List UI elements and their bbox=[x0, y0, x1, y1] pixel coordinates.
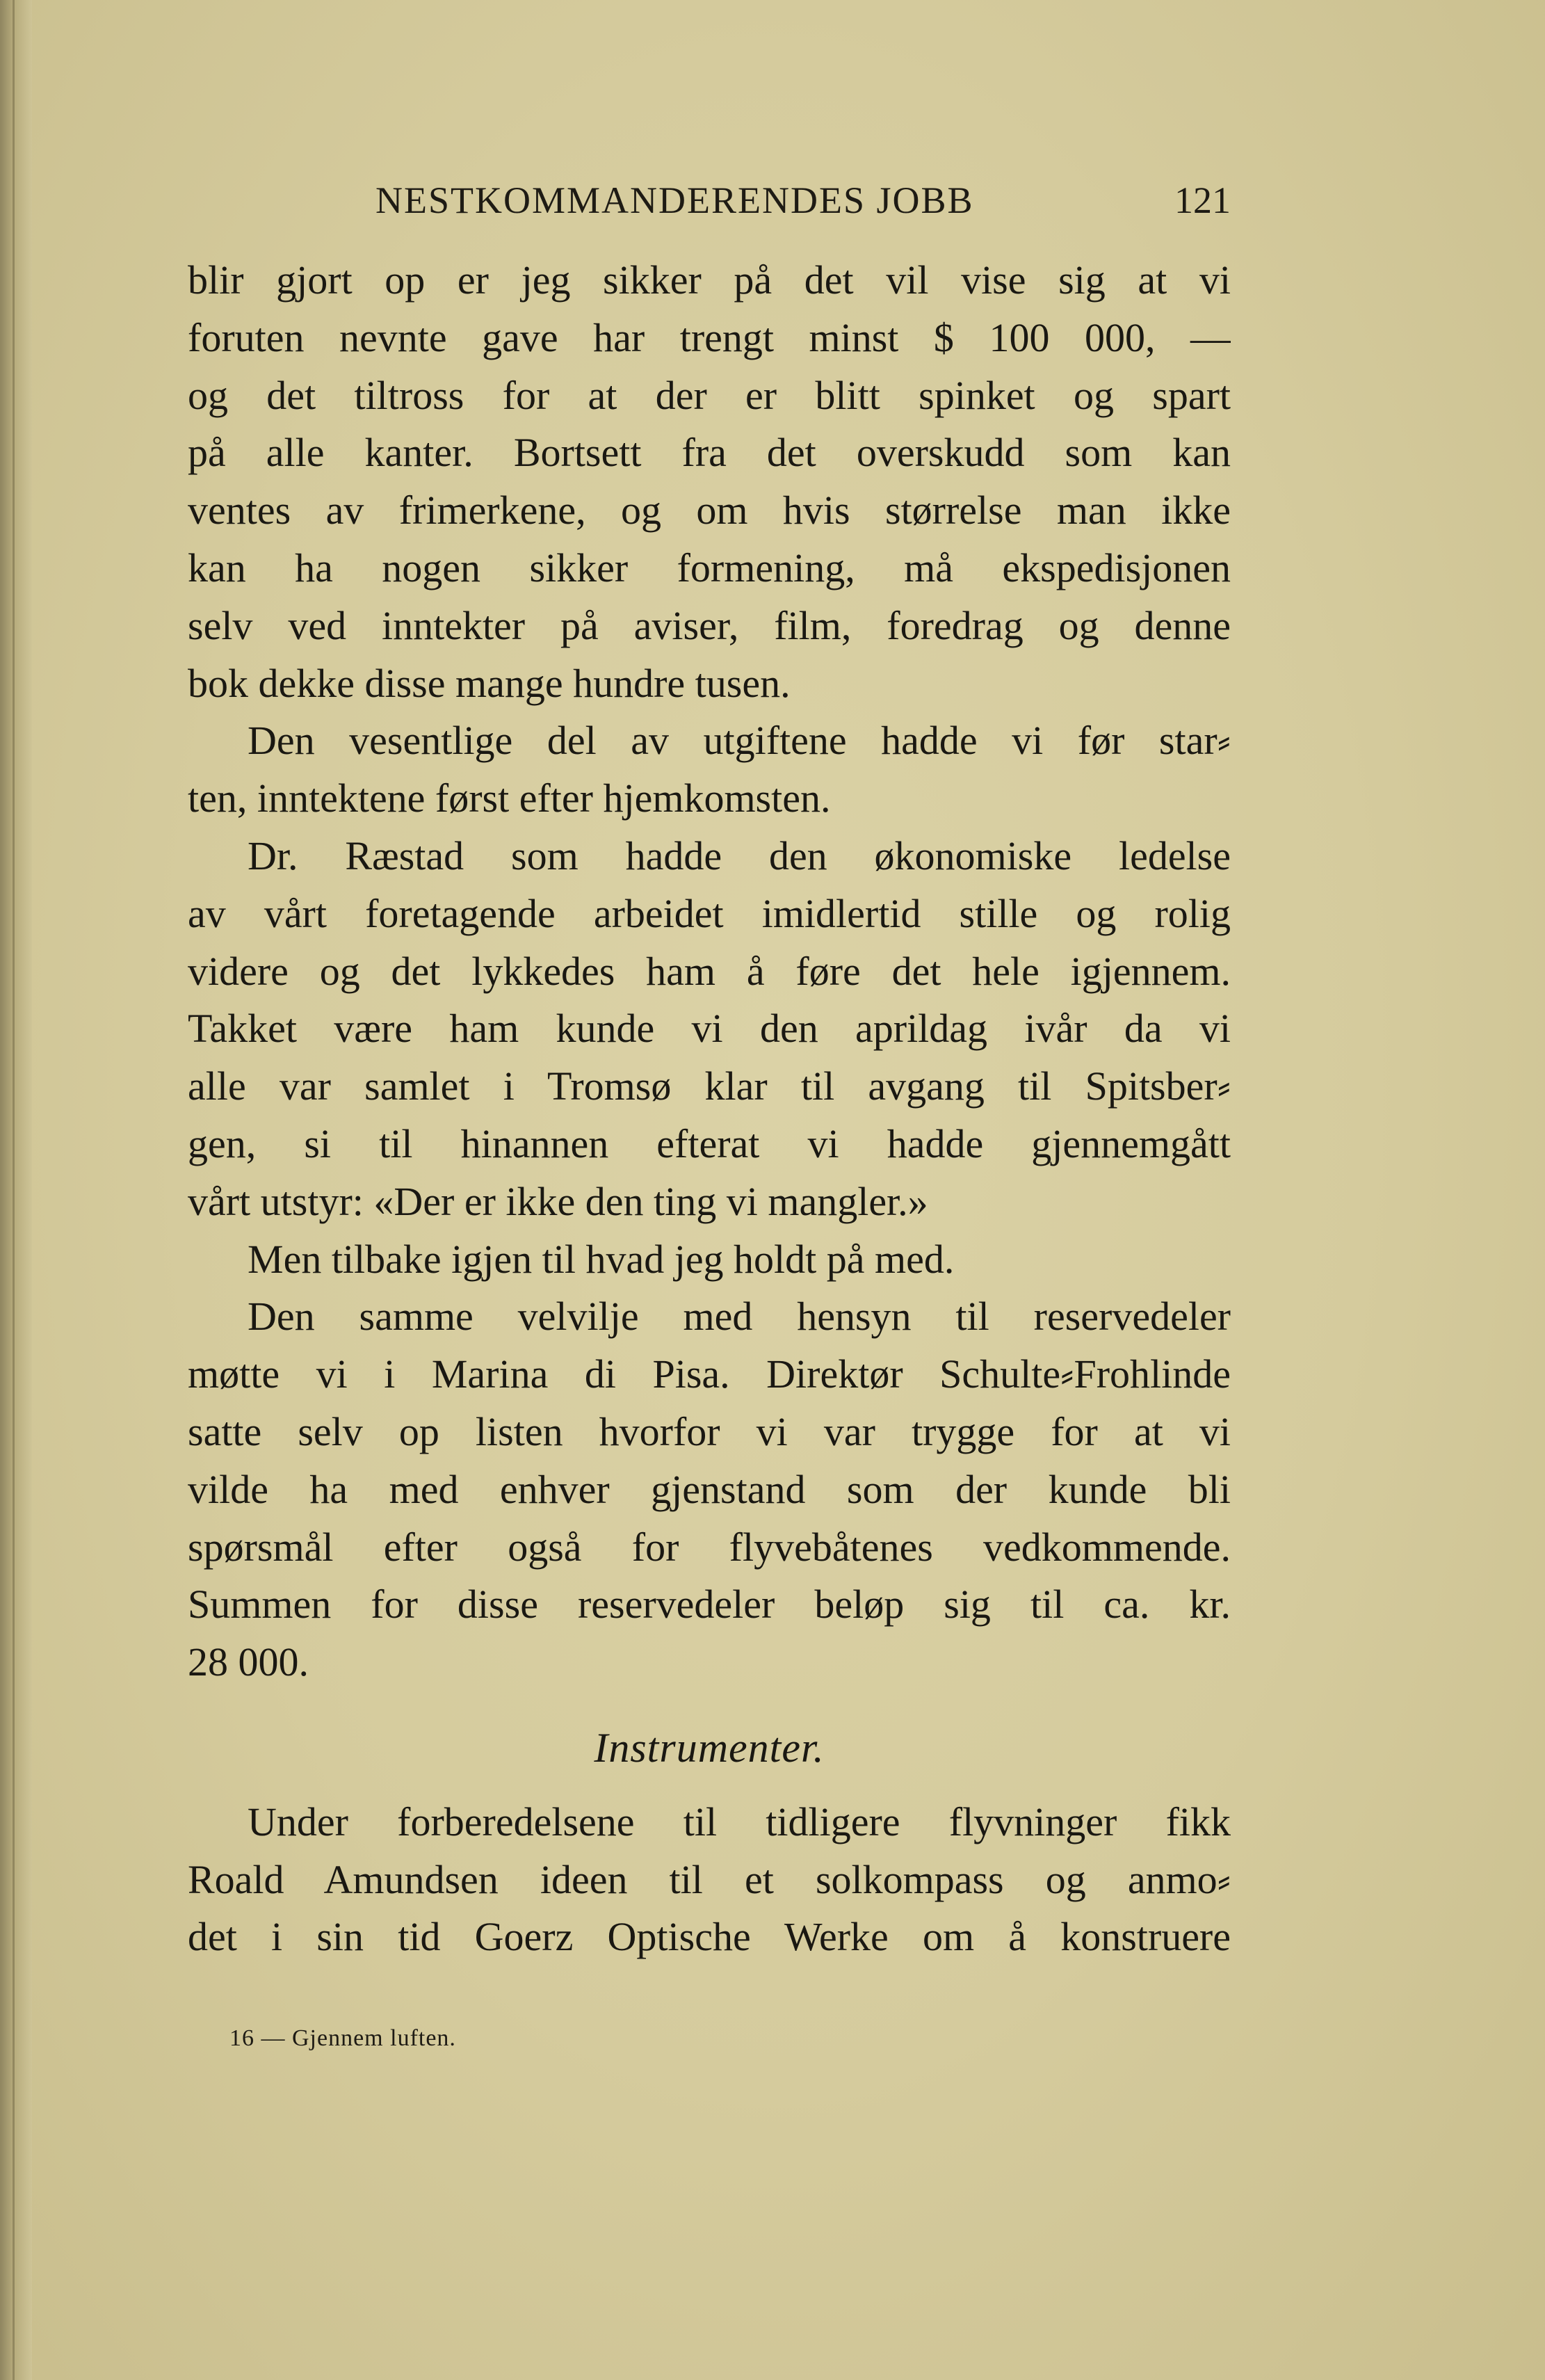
text-line: Men tilbake igjen til hvad jeg holdt på med. bbox=[248, 1236, 955, 1282]
text-line: selv ved inntekter på aviser, film, foredrag og denne bbox=[188, 602, 1231, 648]
text-line: Roald Amundsen ideen til et solkompass og anmo⸗ bbox=[188, 1856, 1231, 1902]
page-number: 121 bbox=[1174, 179, 1231, 221]
text-line: satte selv op listen hvorfor vi var trygge for at vi bbox=[188, 1408, 1231, 1454]
text-line: 28 000. bbox=[188, 1639, 309, 1685]
text-line: vårt utstyr: «Der er ikke den ting vi mangler.» bbox=[188, 1178, 928, 1224]
text-line: ventes av frimerkene, og om hvis størrelse man ikke bbox=[188, 488, 1231, 533]
section-heading: Instrumenter. bbox=[594, 1724, 825, 1771]
text-line: gen, si til hinannen efterat vi hadde gjennemgått bbox=[188, 1120, 1231, 1166]
book-spine-shadow bbox=[0, 0, 32, 2380]
body-text bbox=[188, 252, 1231, 1966]
page-header bbox=[375, 172, 1231, 228]
text-line: Summen for disse reservedeler beløp sig til ca. kr. bbox=[188, 1582, 1231, 1627]
text-line: Den samme velvilje med hensyn til reservedeler bbox=[248, 1294, 1231, 1340]
section-spacer bbox=[188, 1777, 1231, 1794]
text-line: kan ha nogen sikker formening, må ekspedisjonen bbox=[188, 545, 1231, 590]
text-line: av vårt foretagende arbeidet imidlertid stille og rolig bbox=[188, 890, 1231, 936]
text-line: videre og det lykkedes ham å føre det hele igjennem. bbox=[188, 948, 1231, 994]
text-line: Takket være ham kunde vi den aprildag ivår da vi bbox=[188, 1006, 1231, 1052]
text-line: på alle kanter. Bortsett fra det overskudd som kan bbox=[188, 430, 1231, 476]
section-spacer bbox=[188, 1691, 1231, 1719]
text-line: ten, inntektene først efter hjemkomsten. bbox=[188, 775, 831, 821]
text-line: alle var samlet i Tromsø klar til avgang til Spitsber⸗ bbox=[188, 1063, 1231, 1109]
text-line: møtte vi i Marina di Pisa. Direktør Schulte⸗Frohlinde bbox=[188, 1351, 1231, 1397]
text-line: Den vesentlige del av utgiftene hadde vi før star⸗ bbox=[248, 718, 1231, 764]
text-line: Under forberedelsene til tidligere flyvninger fikk bbox=[248, 1799, 1231, 1844]
printer-signature: 16 — Gjennem luften. bbox=[229, 2025, 456, 2051]
text-line: spørsmål efter også for flyvebåtenes vedkommende. bbox=[188, 1524, 1231, 1570]
running-head: NESTKOMMANDERENDES JOBB bbox=[375, 179, 974, 221]
text-line: bok dekke disse mange hundre tusen. bbox=[188, 660, 791, 706]
text-line: blir gjort op er jeg sikker på det vil vise sig at vi bbox=[188, 257, 1231, 303]
text-line: Dr. Ræstad som hadde den økonomiske ledelse bbox=[248, 833, 1231, 878]
page-edge-line bbox=[13, 0, 15, 2380]
text-line: foruten nevnte gave har trengt minst $ 100 000, — bbox=[188, 314, 1231, 360]
text-line: vilde ha med enhver gjenstand som der kunde bli bbox=[188, 1466, 1231, 1512]
text-line: det i sin tid Goerz Optische Werke om å konstruere bbox=[188, 1914, 1231, 1960]
text-line: og det tiltross for at der er blitt spinket og spart bbox=[188, 372, 1231, 418]
